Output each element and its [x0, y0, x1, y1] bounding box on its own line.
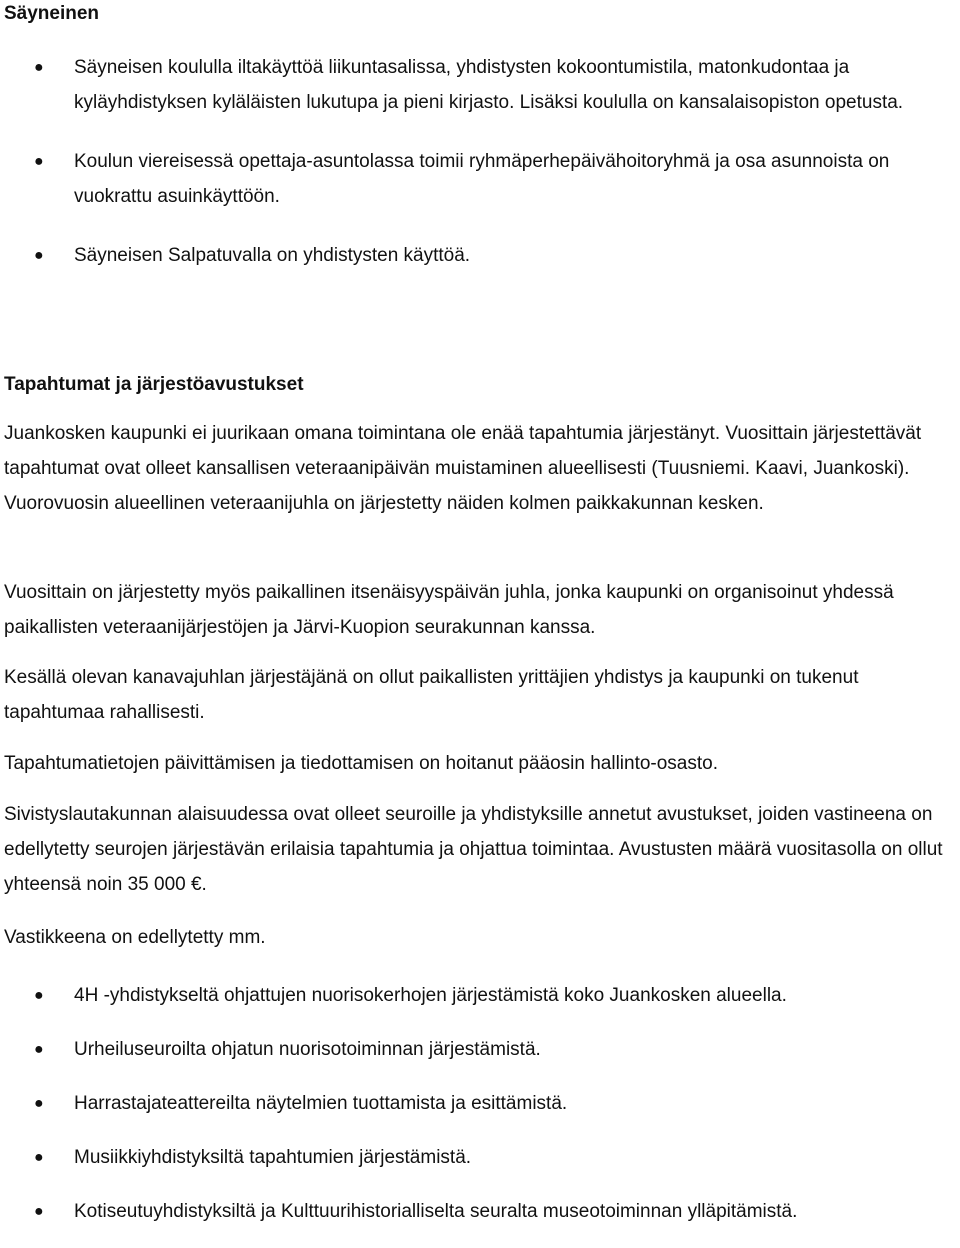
- list-item-text: Musiikkiyhdistyksiltä tapahtumien järjestämistä.: [74, 1147, 472, 1168]
- bullet-icon: ●: [34, 1149, 44, 1166]
- list-item: [0, 144, 950, 214]
- list-item: [0, 1194, 950, 1229]
- bullet-icon: ●: [34, 1041, 44, 1058]
- list-item: [0, 1086, 950, 1121]
- bullet-icon: ●: [34, 247, 44, 264]
- paragraph: Vastikkeena on edellytetty mm.: [4, 927, 266, 948]
- list-item-text: Urheiluseuroilta ohjatun nuorisotoiminnan järjestämistä.: [74, 1039, 541, 1060]
- bullet-icon: ●: [34, 59, 44, 76]
- list-item-text: 4H -yhdistykseltä ohjattujen nuorisokerhojen järjestämistä koko Juankosken alueella.: [74, 985, 787, 1006]
- sayneinen-bullet-list: [0, 50, 950, 297]
- list-item-text: Kotiseutuyhdistyksiltä ja Kulttuurihistorialliselta seuralta museotoiminnan ylläpitämistä.: [74, 1201, 798, 1222]
- bullet-icon: ●: [34, 1095, 44, 1112]
- section-heading-sayneinen: Säyneinen: [4, 3, 100, 24]
- paragraph: Juankosken kaupunki ei juurikaan omana toimintana ole enää tapahtumia järjestänyt. Vuosittain järjestettävät tapahtumat ovat olleet kansallisen veteraanipäivän muistaminen alueellisesti (Tuusniemi. Kaavi, Juankoski). Vuorovuosin alueellinen veteraanijuhla on järjestetty näiden kolmen paikkakunnan kesken.: [4, 423, 922, 514]
- section-heading-tapahtumat: Tapahtumat ja järjestöavustukset: [4, 374, 304, 395]
- list-item: [0, 978, 950, 1013]
- list-item-text: Koulun viereisessä opettaja-asuntolassa toimii ryhmäperhepäivähoitoryhmä ja osa asunnoista on vuokrattu asuinkäyttöön.: [74, 151, 890, 207]
- bullet-icon: ●: [34, 1203, 44, 1220]
- bullet-icon: ●: [34, 153, 44, 170]
- paragraph: Kesällä olevan kanavajuhlan järjestäjänä on ollut paikallisten yrittäjien yhdistys ja kaupunki on tukenut tapahtumaa rahallisesti.: [4, 667, 859, 723]
- list-item: [0, 238, 950, 273]
- list-item-text: Harrastajateattereilta näytelmien tuottamista ja esittämistä.: [74, 1093, 568, 1114]
- paragraph: Sivistyslautakunnan alaisuudessa ovat olleet seuroille ja yhdistyksille annetut avustukset, joiden vastineena on edellytetty seurojen järjestävän erilaisia tapahtumia ja ohjattua toimintaa. Avustusten määrä vuositasolla on ollut yhteensä noin 35 000 €.: [4, 804, 943, 895]
- list-item: [0, 50, 950, 120]
- list-item: [0, 1140, 950, 1175]
- paragraph: Tapahtumatietojen päivittämisen ja tiedottamisen on hoitanut pääosin hallinto-osasto.: [4, 753, 719, 774]
- list-item-text: Säyneisen Salpatuvalla on yhdistysten käyttöä.: [74, 245, 471, 266]
- bullet-icon: ●: [34, 987, 44, 1004]
- paragraph: Vuosittain on järjestetty myös paikallinen itsenäisyyspäivän juhla, jonka kaupunki on organisoinut yhdessä paikallisten veteraanijärjestöjen ja Järvi-Kuopion seurakunnan kanssa.: [4, 582, 894, 638]
- vastikkeena-bullet-list: [0, 978, 950, 1248]
- list-item-text: Säyneisen koululla iltakäyttöä liikuntasalissa, yhdistysten kokoontumistila, matonkudontaa ja kyläyhdistyksen kyläläisten lukutupa ja pieni kirjasto. Lisäksi koululla on kansalaisopiston opetusta.: [74, 57, 904, 113]
- list-item: [0, 1032, 950, 1067]
